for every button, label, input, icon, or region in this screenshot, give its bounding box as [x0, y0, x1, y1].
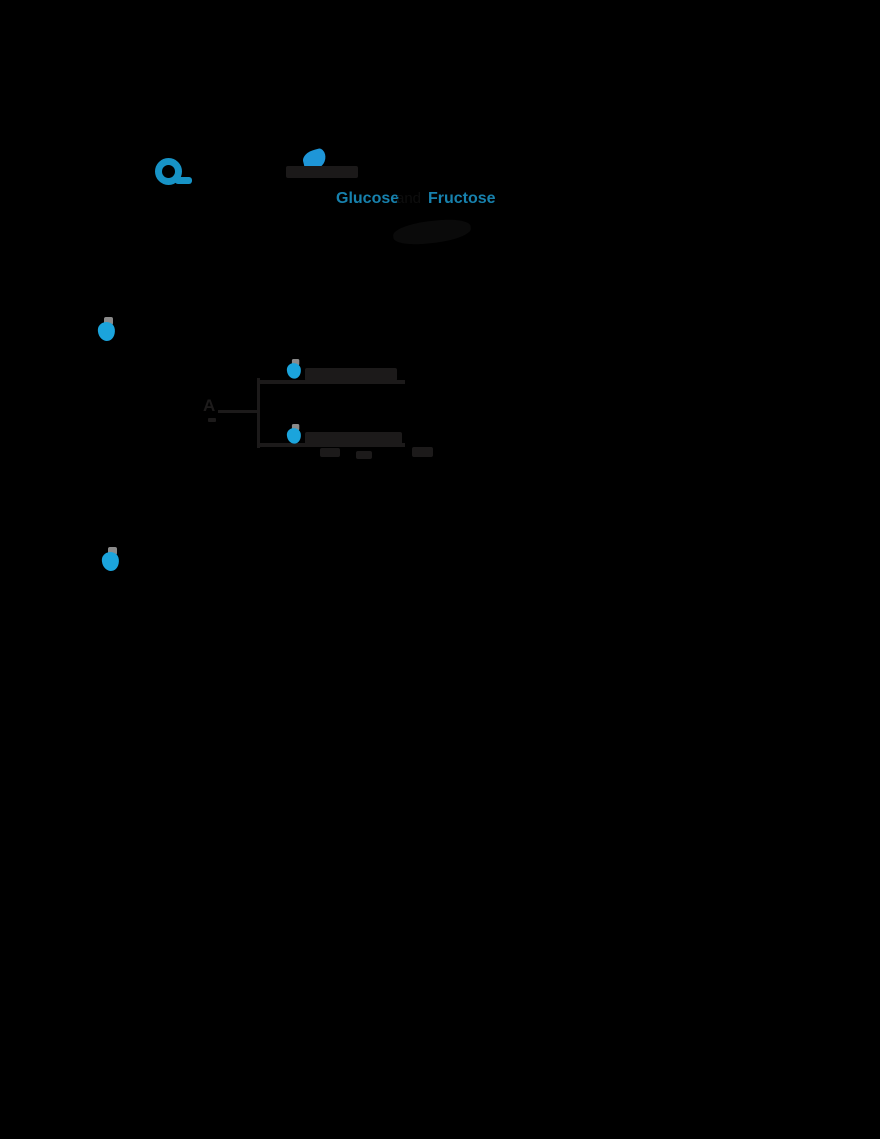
droplet-body: [101, 551, 120, 572]
link-fructose[interactable]: Fructose: [428, 190, 496, 207]
diagram-label: A: [203, 396, 216, 415]
link-connector-text: and: [396, 190, 422, 207]
brand-wordmark-obscured: [286, 166, 358, 178]
branch-text-obscured: [305, 368, 397, 381]
bracket-line: [257, 378, 260, 448]
link-glucose[interactable]: Glucose: [336, 190, 400, 207]
droplet-icon: [98, 317, 118, 343]
droplet-icon: [287, 424, 303, 445]
droplet-icon: [287, 359, 303, 380]
branch-text-obscured: [305, 432, 402, 445]
droplet-icon: [102, 547, 122, 573]
diagram-lead-line: [218, 410, 258, 413]
branch-text-descender: [412, 447, 433, 457]
faint-artifact: [392, 216, 472, 247]
site-logo-underline: [175, 177, 192, 184]
droplet-body: [97, 321, 116, 342]
branch-text-descender: [320, 448, 340, 457]
droplet-body: [286, 427, 301, 444]
diagram-label-subscript: [208, 418, 216, 422]
branch-text-descender: [356, 451, 372, 459]
droplet-body: [286, 362, 301, 379]
